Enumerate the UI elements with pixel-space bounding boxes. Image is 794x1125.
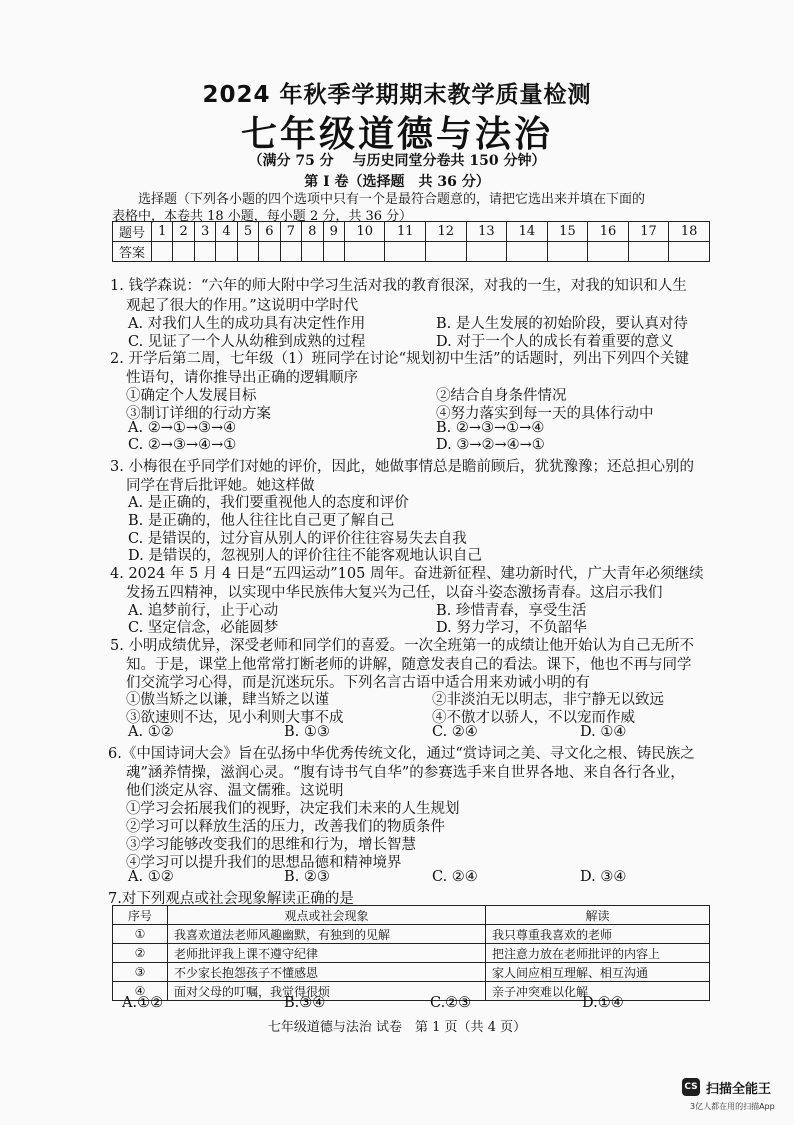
answer-number-cell: 7 (280, 222, 301, 242)
q2-option-a: A. ②→①→③→④ (128, 420, 237, 436)
q7-option-a: A.①② (122, 995, 164, 1011)
q4-option-a: A. 追梦前行，止于心动 (128, 603, 279, 619)
q6-stem-line-2: 魂”涵养情操，滋润心灵。“腹有诗书气自华”的参赛选手来自世界各地、来自各行各业， (126, 765, 685, 781)
q2-option-c: C. ②→③→④→① (128, 437, 237, 453)
q5-statement-1: ①傲当矫之以谦，肆当矫之以谨 (126, 692, 329, 708)
q1-option-a: A. 对我们人生的成功具有决定性作用 (128, 316, 366, 332)
q7-table-row (113, 944, 710, 963)
q7-header-number: 序号 (113, 906, 168, 925)
q5-statement-2: ②非淡泊无以明志，非宁静无以致远 (432, 692, 664, 708)
q7-row-phenomenon: 不少家长抱怨孩子不懂感恩 (168, 963, 486, 982)
q5-stem-line-1: 5. 小明成绩优异，深受老师和同学们的喜爱。一次全班第一的成绩让他开始认为自己无所不 (110, 638, 694, 654)
camscanner-name: 扫描全能王 (706, 1082, 772, 1097)
q7-table-header-row (113, 906, 710, 925)
q7-row-interpretation: 亲子冲突难以化解 (486, 982, 710, 1001)
answer-cell[interactable] (237, 242, 258, 262)
q6-option-b: B. ②③ (284, 869, 330, 885)
answer-number-cell: 10 (344, 222, 385, 242)
q7-row-number: ② (113, 944, 168, 963)
q1-option-b: B. 是人生发展的初始阶段，要认真对待 (436, 316, 688, 332)
q6-stem-line-3: 他们淡定从容、温文儒雅。这说明 (126, 783, 344, 799)
answer-table-answer-label: 答案 (113, 242, 152, 262)
answer-cell[interactable] (323, 242, 344, 262)
answer-cell[interactable] (302, 242, 323, 262)
exam-subtitle: （满分 75 分 与历史同堂分卷共 150 分钟） (248, 153, 546, 169)
q1-option-d: D. 对于一个人的成长有着重要的意义 (436, 334, 674, 350)
q6-statement-4: ④学习可以提升我们的思想品德和精神境界 (126, 855, 402, 871)
answer-cell[interactable] (588, 242, 629, 262)
q4-stem-line-2: 发扬五四精神，以实现中华民族伟大复兴为己任，以奋斗姿态激扬青春。这启示我们 (126, 585, 663, 601)
answer-number-cell: 8 (302, 222, 323, 242)
q5-statement-4: ④不傲才以骄人，不以宠而作威 (432, 710, 635, 726)
q7-row-interpretation: 把注意力放在老师批评的内容上 (486, 944, 710, 963)
q7-row-interpretation: 家人间应相互理解、相互沟通 (486, 963, 710, 982)
q5-option-b: B. ①③ (284, 724, 330, 740)
q7-row-number: ④ (113, 982, 168, 1001)
answer-number-cell: 6 (259, 222, 280, 242)
q3-option-a: A. 是正确的，我们要重视他人的态度和评价 (128, 495, 409, 511)
q4-option-c: C. 坚定信念，必能圆梦 (128, 620, 279, 636)
q2-stem-line-2: 性语句，请你推导出正确的逻辑顺序 (126, 370, 358, 386)
answer-cell[interactable] (628, 242, 669, 262)
q7-table-row (113, 963, 710, 982)
q1-stem-line-1: 1. 钱学森说：“六年的师大附中学习生活对我的教育很深，对我的一生，对我的知识和人生 (110, 278, 687, 294)
camscanner-logo-icon: CS (682, 1078, 700, 1096)
q4-stem-line-1: 4. 2024 年 5 月 4 日是“五四运动”105 周年。奋进新征程、建功新时代，广大青年必须继续 (110, 566, 704, 582)
answer-cell[interactable] (669, 242, 710, 262)
q6-option-c: C. ②④ (432, 869, 478, 885)
q5-option-a: A. ①② (128, 724, 174, 740)
q7-table (112, 905, 710, 1001)
answer-table-number-row (113, 222, 710, 242)
camscanner-tagline: 3亿人都在用的扫描App (690, 1102, 775, 1111)
q4-option-d: D. 努力学习，不负韶华 (436, 620, 587, 636)
q2-statement-2: ②结合自身条件情况 (436, 388, 567, 404)
q7-option-b: B.③④ (284, 995, 326, 1011)
q7-option-d: D.①④ (582, 995, 624, 1011)
q5-statement-3: ③欲速则不达，见小利则大事不成 (126, 710, 344, 726)
answer-cell[interactable] (344, 242, 385, 262)
answer-number-cell: 2 (173, 222, 194, 242)
q2-statement-4: ④努力落实到每一天的具体行动中 (436, 406, 654, 422)
answer-number-cell: 14 (507, 222, 548, 242)
answer-number-cell: 11 (385, 222, 426, 242)
answer-cell[interactable] (259, 242, 280, 262)
answer-cell[interactable] (216, 242, 237, 262)
answer-number-cell: 4 (216, 222, 237, 242)
q3-option-d: D. 是错误的，忽视别人的评价往往不能客观地认识自己 (128, 548, 482, 564)
answer-cell[interactable] (194, 242, 215, 262)
q7-row-phenomenon: 面对父母的叮嘱，我觉得很烦 (168, 982, 486, 1001)
answer-cell[interactable] (385, 242, 426, 262)
q5-option-c: C. ②④ (432, 724, 478, 740)
q6-option-d: D. ③④ (580, 869, 627, 885)
q7-row-number: ③ (113, 963, 168, 982)
q7-row-number: ① (113, 925, 168, 944)
q7-header-phenomenon: 观点或社会现象 (168, 906, 486, 925)
answer-number-cell: 3 (194, 222, 215, 242)
answer-cell[interactable] (173, 242, 194, 262)
q3-option-b: B. 是正确的，他人往往比自己更了解自己 (128, 513, 395, 529)
q6-statement-2: ②学习可以释放生活的压力，改善我们的物质条件 (126, 819, 445, 835)
q7-header-interpretation: 解读 (486, 906, 710, 925)
q4-option-b: B. 珍惜青春，享受生活 (436, 603, 587, 619)
q6-statement-1: ①学习会拓展我们的视野，决定我们未来的人生规划 (126, 801, 460, 817)
q1-option-c: C. 见证了一个人从幼稚到成熟的过程 (128, 334, 366, 350)
q7-table-row (113, 925, 710, 944)
q7-row-interpretation: 我只尊重我喜欢的老师 (486, 925, 710, 944)
instructions-line-2: 表格中，本卷共 18 小题，每小题 2 分，共 36 分） (112, 209, 413, 224)
answer-number-cell: 17 (628, 222, 669, 242)
answer-number-cell: 18 (669, 222, 710, 242)
answer-number-cell: 1 (152, 222, 173, 242)
q7-option-c: C.②③ (430, 995, 472, 1011)
answer-cell[interactable] (280, 242, 301, 262)
answer-cell[interactable] (547, 242, 588, 262)
q6-statement-3: ③学习能够改变我们的思维和行为，增长智慧 (126, 837, 416, 853)
instructions-line-1: 选择题（下列各小题的四个选项中只有一个是最符合题意的，请把它选出来并填在下面的 (138, 192, 646, 207)
page-footer: 七年级道德与法治 试卷 第 1 页（共 4 页） (267, 1020, 527, 1035)
q7-row-phenomenon: 老师批评我上课不遵守纪律 (168, 944, 486, 963)
q6-stem-line-1: 6.《中国诗词大会》旨在弘扬中华优秀传统文化，通过“赏诗词之美、寻文化之根、铸民族之 (108, 746, 695, 762)
q5-stem-line-2: 知。于是，课堂上他常常打断老师的讲解，随意发表自己的看法。课下，他也不再与同学 (126, 657, 692, 673)
answer-cell[interactable] (152, 242, 173, 262)
subject-title: 七年级道德与法治 (240, 113, 553, 155)
q2-option-b: B. ②→③→①→④ (436, 420, 545, 436)
answer-cell[interactable] (507, 242, 548, 262)
q6-option-a: A. ①② (128, 869, 174, 885)
answer-table (112, 221, 710, 262)
answer-table-number-label: 题号 (113, 222, 152, 242)
q7-stem: 7.对下列观点或社会现象解读正确的是 (108, 891, 354, 907)
answer-number-cell: 15 (547, 222, 588, 242)
answer-number-cell: 16 (588, 222, 629, 242)
exam-title: 2024 年秋季学期期末教学质量检测 (202, 82, 592, 108)
q3-stem-line-2: 同学在背后批评她。她这样做 (126, 478, 315, 494)
q2-statement-3: ③制订详细的行动方案 (126, 406, 271, 422)
answer-number-cell: 9 (323, 222, 344, 242)
q3-stem-line-1: 3. 小梅很在乎同学们对她的评价，因此，她做事情总是瞻前顾后，犹犹豫豫；还总担心别的 (110, 459, 694, 475)
q2-stem-line-1: 2. 开学后第二周，七年级（1）班同学在讨论“规划初中生活”的话题时，列出下列四个关键 (110, 351, 689, 367)
answer-number-cell: 5 (237, 222, 258, 242)
q7-row-phenomenon: 我喜欢道法老师风趣幽默，有独到的见解 (168, 925, 486, 944)
q1-stem-line-2: 观起了很大的作用。”这说明中学时代 (126, 298, 359, 314)
answer-number-cell: 12 (426, 222, 467, 242)
q5-option-d: D. ①④ (580, 724, 627, 740)
q5-stem-line-3: 们交流学习心得，而是沉迷玩乐。下列名言古语中适合用来劝诫小明的有 (126, 675, 590, 691)
q2-statement-1: ①确定个人发展目标 (126, 388, 257, 404)
q2-option-d: D. ③→②→④→① (436, 437, 545, 453)
answer-cell[interactable] (466, 242, 507, 262)
answer-table-answer-row (113, 242, 710, 262)
section-heading: 第 I 卷（选择题 共 36 分） (304, 174, 490, 190)
q3-option-c: C. 是错误的，过分盲从别人的评价往往容易失去自我 (128, 531, 467, 547)
answer-number-cell: 13 (466, 222, 507, 242)
answer-cell[interactable] (426, 242, 467, 262)
